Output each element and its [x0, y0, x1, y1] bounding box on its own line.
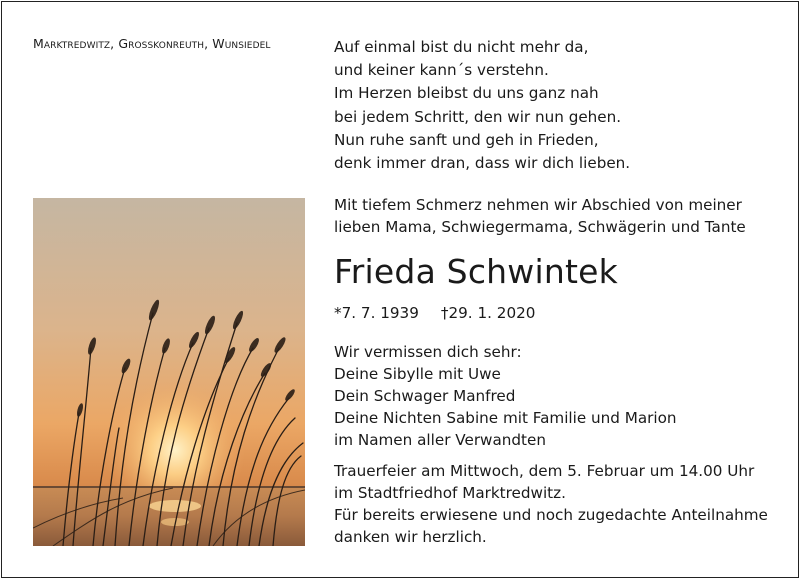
poem-line: Im Herzen bleibst du uns ganz nah	[334, 84, 599, 103]
service-line: Für bereits erwiesene und noch zugedachte Anteilnahme	[334, 506, 768, 524]
mourner-line: im Namen aller Verwandten	[334, 431, 546, 449]
mourner-line: Deine Nichten Sabine mit Familie und Marion	[334, 409, 677, 427]
locations-header: Marktredwitz, Grosskonreuth, Wunsiedel	[33, 36, 271, 51]
poem-line: Auf einmal bist du nicht mehr da,	[334, 38, 589, 56]
sunset-reed-photo	[33, 198, 305, 546]
service-line: danken wir herzlich.	[334, 528, 487, 546]
intro-line: Mit tiefem Schmerz nehmen wir Abschied von meiner	[334, 196, 742, 214]
mourner-line: Deine Sibylle mit Uwe	[334, 365, 501, 383]
poem-line: Nun ruhe sanft und geh in Frieden,	[334, 130, 599, 149]
farewell-intro	[334, 194, 746, 238]
birth-date: *7. 7. 1939	[334, 304, 419, 322]
poem-line: bei jedem Schritt, den wir nun gehen.	[334, 107, 622, 126]
mourners-list	[334, 341, 677, 451]
obituary-card	[1, 1, 799, 578]
poem-line: denk immer dran, dass wir dich lieben.	[334, 154, 631, 173]
poem-line: und keiner kann´s verstehn.	[334, 61, 549, 80]
intro-line: lieben Mama, Schwiegermama, Schwägerin und Tante	[334, 218, 746, 236]
life-dates	[334, 302, 535, 325]
funeral-service-info	[334, 460, 768, 548]
death-date: †29. 1. 2020	[440, 304, 536, 322]
service-line: im Stadtfriedhof Marktredwitz.	[334, 484, 566, 502]
mourner-line: Dein Schwager Manfred	[334, 387, 516, 405]
poem	[334, 36, 630, 175]
service-line: Trauerfeier am Mittwoch, dem 5. Februar um 14.00 Uhr	[334, 462, 755, 480]
deceased-name: Frieda Schwintek	[334, 252, 618, 291]
mourner-line: Wir vermissen dich sehr:	[334, 343, 522, 361]
